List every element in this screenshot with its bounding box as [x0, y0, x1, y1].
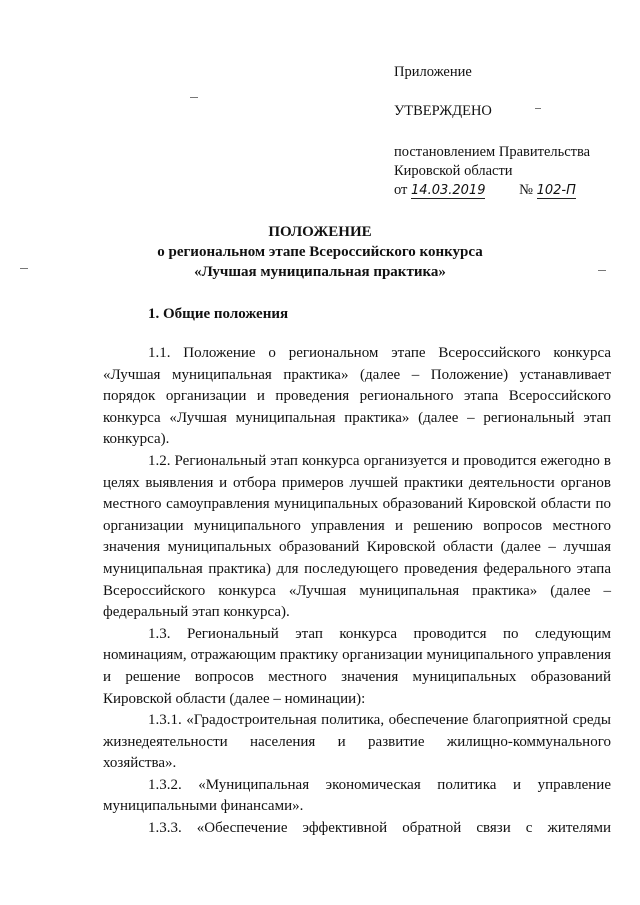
- date-prefix: от: [394, 182, 408, 198]
- approved-label: УТВЕРЖДЕНО: [394, 103, 492, 119]
- paragraph-1-3-1: 1.3.1. «Градостроительная политика, обеспечение благоприятной среды жизнедеятельности населения и развитие жилищно-коммунального хозяйства».: [103, 712, 611, 772]
- handwritten-date: 14.03.2019: [411, 183, 486, 198]
- paragraph-1-2: 1.2. Региональный этап конкурса организуется и проводится ежегодно в целях выявления и отбора примеров лучшей практики деятельности органов местного самоуправления муниципальных образований Кировской области по организации муниципального управления и решению вопросов местного значения муниципальных образований Кировской области (далее – лучшая муниципальная практика) для последующего проведения федерального этапа Всероссийского конкурса «Лучшая муниципальная практика» (далее – федеральный этап конкурса).: [103, 452, 611, 621]
- section-heading: 1. Общие положения: [148, 306, 289, 322]
- approval-block: [394, 63, 624, 200]
- document-body: [103, 343, 611, 840]
- title-line-3: «Лучшая муниципальная практика»: [194, 264, 446, 280]
- document-title: [90, 222, 550, 282]
- appendix-label: Приложение: [394, 64, 472, 80]
- title-line-2: о региональном этапе Всероссийского конкурса: [157, 244, 483, 260]
- paragraph-1-3-3: 1.3.3. «Обеспечение эффективной обратной связи с жителями: [148, 820, 611, 837]
- scan-mark: [190, 97, 198, 98]
- scan-mark: [20, 268, 28, 269]
- title-line-1: ПОЛОЖЕНИЕ: [268, 224, 372, 240]
- paragraph-1-3: 1.3. Региональный этап конкурса проводится по следующим номинациям, отражающим практику организации муниципального управления и решение вопросов местного значения муниципальных образований Кировской области (далее – номинации):: [103, 625, 611, 707]
- number-prefix: №: [519, 182, 533, 198]
- approved-by-line1: постановлением Правительства: [394, 144, 591, 160]
- handwritten-number: 102-П: [536, 183, 576, 198]
- date-number-line: [394, 181, 624, 200]
- paragraph-1-1: 1.1. Положение о региональном этапе Всероссийского конкурса «Лучшая муниципальная практика» (далее – Положение) устанавливает порядок организации и проведения регионального этапа Всероссийского конкурса «Лучшая муниципальная практика» (далее – региональный этап конкурса).: [103, 345, 611, 448]
- paragraph-1-3-2: 1.3.2. «Муниципальная экономическая политика и управление муниципальными финансами».: [103, 776, 611, 815]
- scan-mark: [535, 108, 541, 109]
- approved-by-line2: Кировской области: [394, 163, 513, 179]
- scan-mark: [598, 270, 606, 271]
